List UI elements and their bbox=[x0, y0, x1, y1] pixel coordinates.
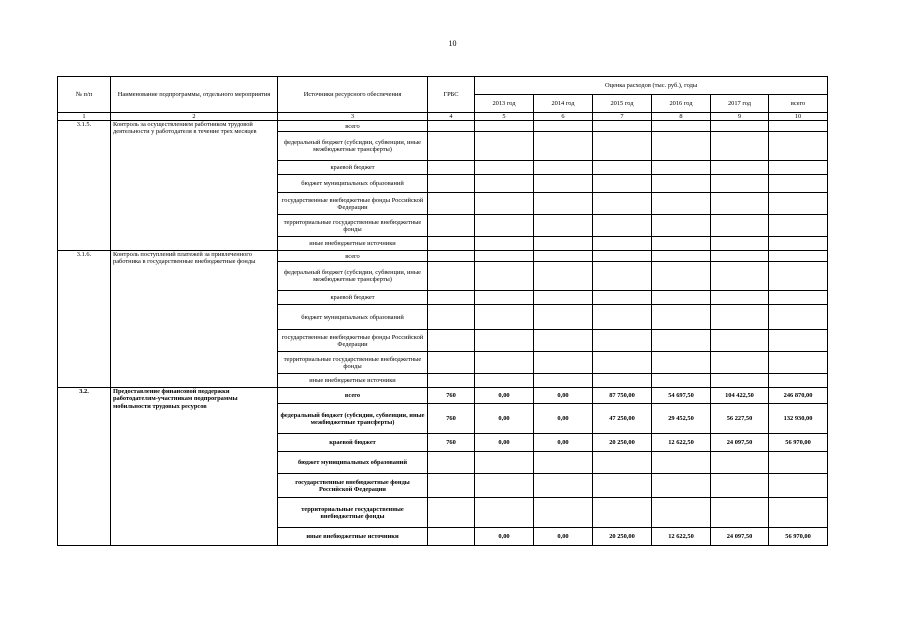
year-value bbox=[652, 121, 711, 132]
total-value: 56 970,00 bbox=[769, 434, 828, 452]
year-value bbox=[711, 498, 769, 528]
year-value bbox=[593, 305, 652, 330]
item-number: 3.1.5. bbox=[58, 121, 111, 251]
year-value bbox=[652, 352, 711, 374]
year-value bbox=[534, 352, 593, 374]
total-value bbox=[769, 330, 828, 352]
table-row bbox=[58, 121, 828, 132]
year-value bbox=[711, 352, 769, 374]
header-estimate: Оценка расходов (тыс. руб.), годы bbox=[475, 77, 828, 95]
grbs-code bbox=[428, 132, 475, 161]
funding-source: территориальные государственные внебюджетные фонды bbox=[278, 498, 428, 528]
year-value bbox=[475, 175, 534, 193]
funding-source: всего bbox=[278, 121, 428, 132]
year-value bbox=[652, 132, 711, 161]
year-value bbox=[593, 251, 652, 262]
header-year: 2013 год bbox=[475, 95, 534, 113]
year-value bbox=[593, 193, 652, 215]
year-value bbox=[475, 262, 534, 291]
year-value bbox=[475, 132, 534, 161]
total-value bbox=[769, 132, 828, 161]
index-row bbox=[58, 113, 828, 121]
year-value: 104 422,50 bbox=[711, 388, 769, 404]
funding-source: федеральный бюджет (субсидии, субвенции, иные межбюджетные трансферты) bbox=[278, 132, 428, 161]
year-value bbox=[652, 498, 711, 528]
year-value bbox=[652, 251, 711, 262]
year-value bbox=[475, 452, 534, 474]
year-value bbox=[534, 330, 593, 352]
total-value bbox=[769, 452, 828, 474]
item-name: Контроль поступлений платежей за привлеченного работника в государственные внебюджетные фонды bbox=[111, 251, 278, 388]
year-value bbox=[475, 193, 534, 215]
grbs-code bbox=[428, 498, 475, 528]
funding-source: территориальные государственные внебюджетные фонды bbox=[278, 352, 428, 374]
grbs-code bbox=[428, 193, 475, 215]
year-value: 54 697,50 bbox=[652, 388, 711, 404]
grbs-code bbox=[428, 352, 475, 374]
year-value bbox=[593, 498, 652, 528]
year-value bbox=[711, 452, 769, 474]
year-value bbox=[475, 291, 534, 305]
index-cell: 1 bbox=[58, 113, 111, 121]
year-value bbox=[593, 452, 652, 474]
year-value: 12 622,50 bbox=[652, 528, 711, 546]
year-value bbox=[593, 330, 652, 352]
year-value: 0,00 bbox=[534, 434, 593, 452]
year-value bbox=[711, 175, 769, 193]
total-value bbox=[769, 193, 828, 215]
index-cell: 4 bbox=[428, 113, 475, 121]
funding-source: иные внебюджетные источники bbox=[278, 237, 428, 251]
grbs-code bbox=[428, 215, 475, 237]
funding-source: государственные внебюджетные фонды Российской Федерации bbox=[278, 193, 428, 215]
year-value bbox=[711, 374, 769, 388]
grbs-code bbox=[428, 121, 475, 132]
grbs-code bbox=[428, 161, 475, 175]
item-name: Предоставление финансовой поддержки работодателям-участникам подпрограммы мобильности трудовых ресурсов bbox=[111, 388, 278, 546]
funding-source: иные внебюджетные источники bbox=[278, 374, 428, 388]
year-value bbox=[593, 291, 652, 305]
year-value bbox=[593, 175, 652, 193]
funding-source: государственные внебюджетные фонды Российской Федерации bbox=[278, 330, 428, 352]
total-value bbox=[769, 291, 828, 305]
header-num: № п/п bbox=[58, 77, 111, 113]
year-value: 0,00 bbox=[534, 388, 593, 404]
year-value bbox=[475, 374, 534, 388]
total-value: 246 870,00 bbox=[769, 388, 828, 404]
item-number: 3.1.6. bbox=[58, 251, 111, 388]
index-cell: 5 bbox=[475, 113, 534, 121]
year-value bbox=[711, 132, 769, 161]
total-value bbox=[769, 237, 828, 251]
year-value bbox=[711, 161, 769, 175]
year-value bbox=[711, 251, 769, 262]
year-value bbox=[593, 374, 652, 388]
year-value: 24 097,50 bbox=[711, 528, 769, 546]
year-value bbox=[475, 251, 534, 262]
funding-source: краевой бюджет bbox=[278, 434, 428, 452]
year-value bbox=[652, 452, 711, 474]
year-value: 87 750,00 bbox=[593, 388, 652, 404]
funding-source: бюджет муниципальных образований bbox=[278, 452, 428, 474]
year-value bbox=[711, 215, 769, 237]
year-value: 56 227,50 bbox=[711, 404, 769, 434]
year-value bbox=[711, 193, 769, 215]
header-year: 2015 год bbox=[593, 95, 652, 113]
year-value bbox=[534, 121, 593, 132]
total-value: 56 970,00 bbox=[769, 528, 828, 546]
item-name: Контроль за осуществлением работником трудовой деятельности у работодателя в течение трех месяцев bbox=[111, 121, 278, 251]
year-value bbox=[652, 374, 711, 388]
year-value bbox=[652, 262, 711, 291]
year-value bbox=[475, 305, 534, 330]
year-value bbox=[534, 193, 593, 215]
year-value: 0,00 bbox=[534, 528, 593, 546]
page-number: 10 bbox=[448, 39, 457, 48]
year-value bbox=[534, 175, 593, 193]
year-value bbox=[652, 237, 711, 251]
grbs-code: 760 bbox=[428, 404, 475, 434]
year-value bbox=[652, 474, 711, 498]
funding-source: всего bbox=[278, 388, 428, 404]
total-value bbox=[769, 251, 828, 262]
grbs-code bbox=[428, 330, 475, 352]
funding-source: территориальные государственные внебюджетные фонды bbox=[278, 215, 428, 237]
year-value bbox=[593, 215, 652, 237]
total-value bbox=[769, 175, 828, 193]
year-value bbox=[475, 352, 534, 374]
funding-source: бюджет муниципальных образований bbox=[278, 305, 428, 330]
year-value: 29 452,50 bbox=[652, 404, 711, 434]
grbs-code: 760 bbox=[428, 434, 475, 452]
year-value bbox=[593, 161, 652, 175]
year-value bbox=[593, 262, 652, 291]
index-cell: 6 bbox=[534, 113, 593, 121]
year-value bbox=[711, 305, 769, 330]
year-value bbox=[475, 121, 534, 132]
year-value bbox=[652, 215, 711, 237]
funding-source: государственные внебюджетные фонды Российской Федерации bbox=[278, 474, 428, 498]
total-value bbox=[769, 374, 828, 388]
year-value bbox=[534, 251, 593, 262]
year-value bbox=[593, 121, 652, 132]
year-value: 24 097,50 bbox=[711, 434, 769, 452]
year-value bbox=[652, 330, 711, 352]
year-value bbox=[534, 262, 593, 291]
year-value bbox=[534, 474, 593, 498]
funding-source: федеральный бюджет (субсидии, субвенции, иные межбюджетные трансферты) bbox=[278, 262, 428, 291]
header-year: 2014 год bbox=[534, 95, 593, 113]
total-value bbox=[769, 161, 828, 175]
year-value bbox=[593, 132, 652, 161]
total-value bbox=[769, 474, 828, 498]
total-value bbox=[769, 498, 828, 528]
funding-source: иные внебюджетные источники bbox=[278, 528, 428, 546]
year-value: 47 250,00 bbox=[593, 404, 652, 434]
year-value bbox=[711, 330, 769, 352]
year-value bbox=[593, 237, 652, 251]
grbs-code: 760 bbox=[428, 388, 475, 404]
index-cell: 10 bbox=[769, 113, 828, 121]
year-value: 20 250,00 bbox=[593, 434, 652, 452]
item-number: 3.2. bbox=[58, 388, 111, 546]
year-value bbox=[475, 161, 534, 175]
header-year: 2017 год bbox=[711, 95, 769, 113]
index-cell: 2 bbox=[111, 113, 278, 121]
year-value bbox=[475, 330, 534, 352]
year-value: 20 250,00 bbox=[593, 528, 652, 546]
grbs-code bbox=[428, 262, 475, 291]
index-cell: 8 bbox=[652, 113, 711, 121]
year-value bbox=[711, 474, 769, 498]
grbs-code bbox=[428, 305, 475, 330]
year-value bbox=[652, 305, 711, 330]
index-cell: 7 bbox=[593, 113, 652, 121]
year-value bbox=[475, 498, 534, 528]
index-cell: 9 bbox=[711, 113, 769, 121]
header-source: Источники ресурсного обеспечения bbox=[278, 77, 428, 113]
grbs-code bbox=[428, 528, 475, 546]
budget-table bbox=[57, 76, 828, 546]
funding-source: федеральный бюджет (субсидии, субвенции, иные межбюджетные трансферты) bbox=[278, 404, 428, 434]
year-value: 0,00 bbox=[475, 404, 534, 434]
total-value: 132 930,00 bbox=[769, 404, 828, 434]
index-cell: 3 bbox=[278, 113, 428, 121]
year-value bbox=[534, 132, 593, 161]
funding-source: всего bbox=[278, 251, 428, 262]
total-value bbox=[769, 262, 828, 291]
header-grbs: ГРБС bbox=[428, 77, 475, 113]
year-value bbox=[534, 237, 593, 251]
grbs-code bbox=[428, 251, 475, 262]
year-value bbox=[534, 374, 593, 388]
year-value bbox=[475, 237, 534, 251]
grbs-code bbox=[428, 374, 475, 388]
table-row bbox=[58, 251, 828, 262]
total-value bbox=[769, 121, 828, 132]
year-value: 0,00 bbox=[475, 388, 534, 404]
header-total: всего bbox=[769, 95, 828, 113]
funding-source: краевой бюджет bbox=[278, 291, 428, 305]
year-value bbox=[652, 193, 711, 215]
year-value bbox=[593, 352, 652, 374]
funding-source: бюджет муниципальных образований bbox=[278, 175, 428, 193]
year-value bbox=[534, 215, 593, 237]
total-value bbox=[769, 215, 828, 237]
year-value: 0,00 bbox=[475, 528, 534, 546]
year-value: 12 622,50 bbox=[652, 434, 711, 452]
year-value bbox=[711, 121, 769, 132]
header-name: Наименование подпрограммы, отдельного мероприятия bbox=[111, 77, 278, 113]
year-value bbox=[652, 291, 711, 305]
year-value bbox=[534, 291, 593, 305]
grbs-code bbox=[428, 452, 475, 474]
header-year: 2016 год bbox=[652, 95, 711, 113]
year-value bbox=[652, 161, 711, 175]
year-value bbox=[711, 237, 769, 251]
year-value bbox=[711, 262, 769, 291]
year-value bbox=[534, 305, 593, 330]
grbs-code bbox=[428, 474, 475, 498]
total-value bbox=[769, 352, 828, 374]
year-value bbox=[711, 291, 769, 305]
year-value bbox=[534, 452, 593, 474]
grbs-code bbox=[428, 175, 475, 193]
year-value: 0,00 bbox=[475, 434, 534, 452]
grbs-code bbox=[428, 237, 475, 251]
year-value bbox=[475, 474, 534, 498]
year-value bbox=[534, 161, 593, 175]
year-value bbox=[593, 474, 652, 498]
funding-source: краевой бюджет bbox=[278, 161, 428, 175]
year-value bbox=[534, 498, 593, 528]
total-value bbox=[769, 305, 828, 330]
year-value bbox=[475, 215, 534, 237]
year-value bbox=[652, 175, 711, 193]
grbs-code bbox=[428, 291, 475, 305]
table-row bbox=[58, 388, 828, 404]
year-value: 0,00 bbox=[534, 404, 593, 434]
